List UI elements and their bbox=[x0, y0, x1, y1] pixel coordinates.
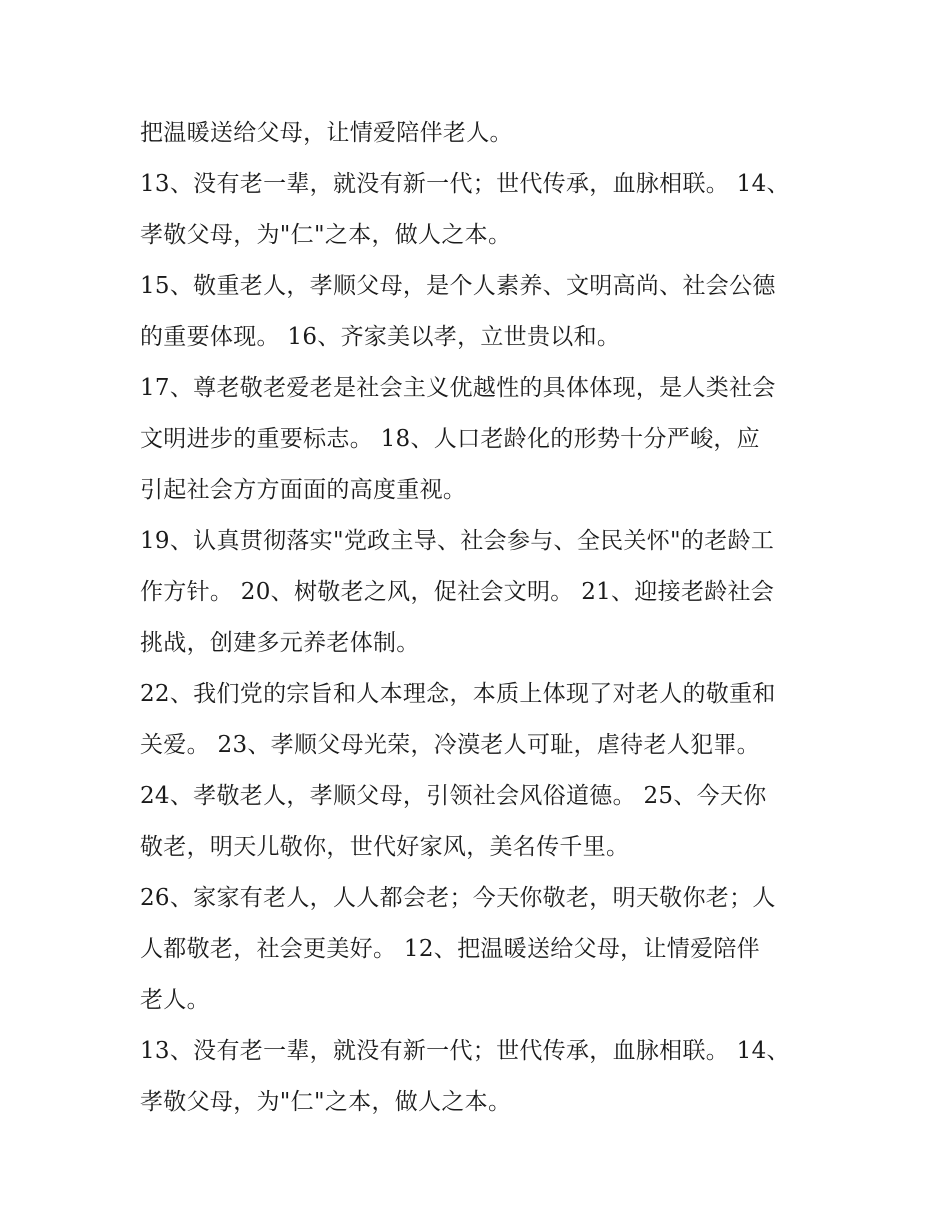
text-line: 孝敬父母，为"仁"之本，做人之本。 bbox=[140, 1089, 512, 1115]
text-line: 15、敬重老人，孝顺父母，是个人素养、文明高尚、社会公德 bbox=[140, 273, 776, 299]
text-line: 13、没有老一辈，就没有新一代；世代传承，血脉相联。 14、 bbox=[140, 1038, 790, 1064]
text-line: 把温暖送给父母，让情爱陪伴老人。 bbox=[140, 120, 513, 146]
text-line: 关爱。 23、孝顺父母光荣，冷漠老人可耻，虐待老人犯罪。 bbox=[140, 732, 760, 758]
text-line: 人都敬老，社会更美好。 12、把温暖送给父母，让情爱陪伴 bbox=[140, 936, 760, 962]
text-line: 作方针。 20、树敬老之风，促社会文明。 21、迎接老龄社会 bbox=[140, 579, 775, 605]
text-line: 17、尊老敬老爱老是社会主义优越性的具体体现，是人类社会 bbox=[140, 375, 776, 401]
text-line: 24、孝敬老人，孝顺父母，引领社会风俗道德。 25、今天你 bbox=[140, 783, 767, 809]
text-line: 老人。 bbox=[140, 987, 210, 1013]
text-line: 22、我们党的宗旨和人本理念，本质上体现了对老人的敬重和 bbox=[140, 681, 776, 707]
text-line: 19、认真贯彻落实"党政主导、社会参与、全民关怀"的老龄工 bbox=[140, 528, 775, 554]
text-line: 挑战，创建多元养老体制。 bbox=[140, 630, 420, 656]
text-line: 引起社会方方面面的高度重视。 bbox=[140, 477, 467, 503]
text-line: 13、没有老一辈，就没有新一代；世代传承，血脉相联。 14、 bbox=[140, 171, 790, 197]
text-line: 26、家家有老人，人人都会老；今天你敬老，明天敬你老；人 bbox=[140, 885, 776, 911]
text-line: 敬老，明天儿敬你，世代好家风，美名传千里。 bbox=[140, 834, 630, 860]
text-line: 文明进步的重要标志。 18、人口老龄化的形势十分严峻，应 bbox=[140, 426, 760, 452]
document-body bbox=[140, 108, 830, 1128]
text-line: 孝敬父母，为"仁"之本，做人之本。 bbox=[140, 222, 512, 248]
text-line: 的重要体现。 16、齐家美以孝，立世贵以和。 bbox=[140, 324, 621, 350]
